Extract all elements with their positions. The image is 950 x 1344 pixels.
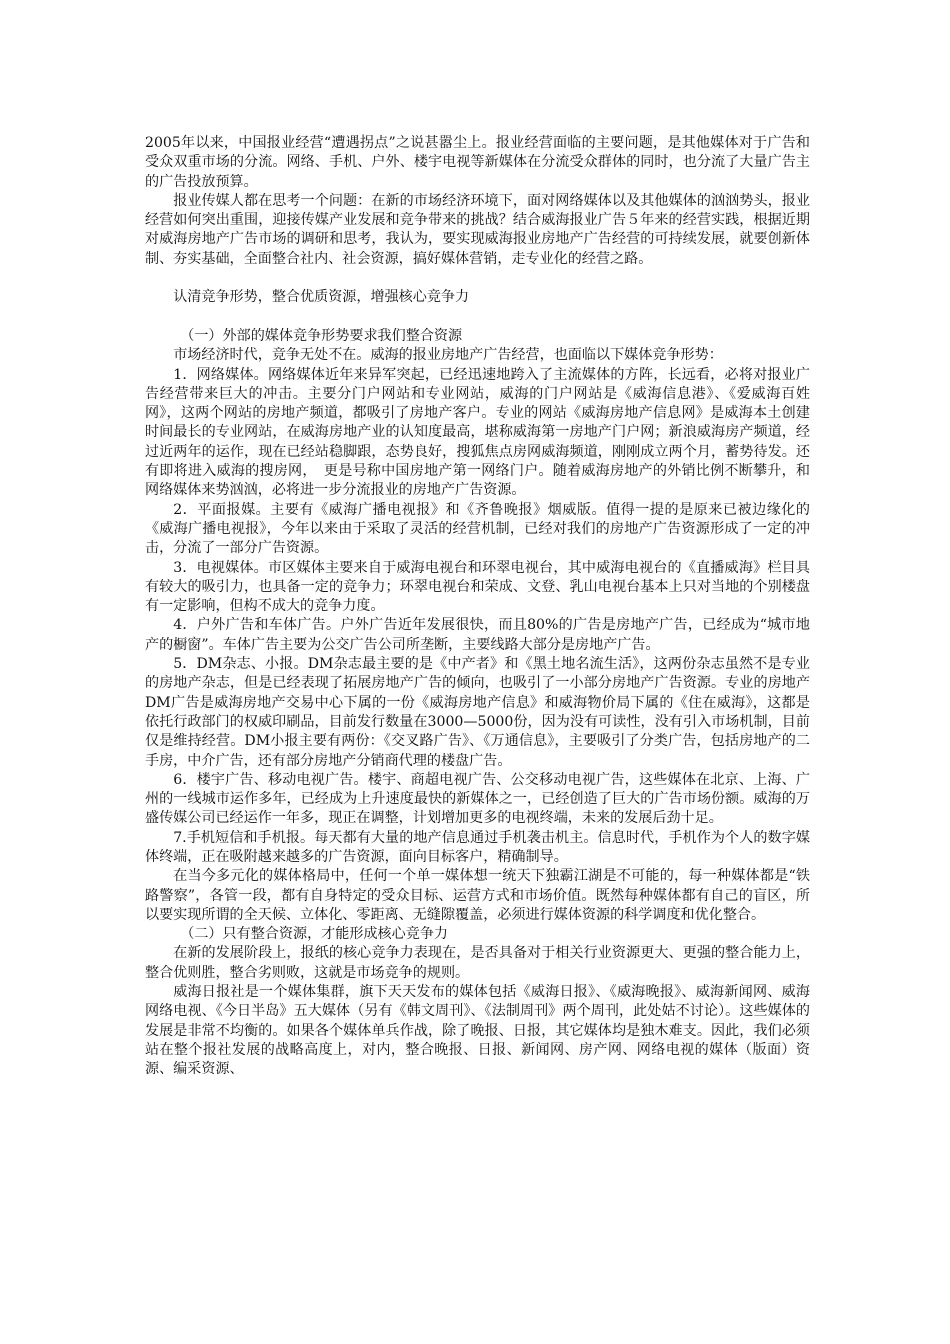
paragraph-intro: 2005年以来，中国报业经营“遭遇拐点”之说甚嚣尘上。报业经营面临的主要问题，是其他媒体对于广告和受众双重市场的分流。网络、手机、户外、楼宇电视等新媒体在分流受众群体的同时，也分流了大量广告主的广告投放预算。 <box>145 135 810 190</box>
list-item-dm-magazines: 5．DM杂志、小报。DM杂志最主要的是《中产者》和《黑土地名流生活》，这两份杂志虽然不是专业的房地产杂志，但是已经表现了拓展房地产广告的倾向，也吸引了一小部分房地产广告资源。专业的房地产DM广告是威海房地产交易中心下属的一份《威海房地产信息》和威海物价局下属的《住在威海》，这都是依托行政部门的权威印刷品，目前发行数量在3000—5000份，因为没有可读性，没有引入市场机制，目前仅是维持经营。DM小报主要有两份：《交叉路广告》、《万通信息》，主要吸引了分类广告，包括房地产的二手房，中介广告，还有部分房地产分销商代理的楼盘广告。 <box>145 656 810 769</box>
subsection-heading-1: （一）外部的媒体竞争形势要求我们整合资源 <box>180 327 463 344</box>
paragraph-media-cluster: 威海日报社是一个媒体集群，旗下天天发布的媒体包括《威海日报》、《威海晚报》、威海新闻网、威海网络电视、《今日半岛》五大媒体（另有《韩文周刊》、《法制周刊》两个周刊，此处姑不讨论）。这些媒体的发展是非常不均衡的。如果各个媒体单兵作战，除了晚报、日报，其它媒体均是独木难支。因此，我们必须站在整个报社发展的战略高度上，对内，整合晚报、日报、新闻网、房产网、网络电视的媒体（版面）资源、编采资源、 <box>145 984 810 1078</box>
list-item-outdoor-ads: 4．户外广告和车体广告。户外广告近年发展很快，而且80%的广告是房地产广告，已经成为“城市地产的橱窗”。车体广告主要为公交广告公司所垄断，主要线路大部分是房地产广告。 <box>145 617 810 653</box>
list-item-mobile-sms: 7.手机短信和手机报。每天都有大量的地产信息通过手机袭击机主。信息时代，手机作为个人的数字媒体终端，正在吸附越来越多的广告资源，面向目标客户，精确制导。 <box>145 829 810 865</box>
paragraph-competition: 市场经济时代，竞争无处不在。威海的报业房地产广告经营，也面临以下媒体竞争形势： <box>173 347 723 364</box>
section-heading: 认清竞争形势，整合优质资源，增强核心竞争力 <box>173 289 470 306</box>
list-item-network-media: 1．网络媒体。网络媒体近年来异军突起，已经迅速地跨入了主流媒体的方阵，长远看，必将对报业广告经营带来巨大的冲击。主要分门户网站和专业网站，威海的门户网站是《威海信息港》、《爱威海百姓网》，这两个网站的房地产频道，都吸引了房地产客户。专业的网站《威海房地产信息网》是威海本土创建时间最长的专业网站，在威海房地产业的认知度最高，堪称威海第一房地产门户网；新浪威海房产频道，经过近两年的运作，现在已经站稳脚跟，态势良好，搜狐焦点房网威海频道，刚刚成立两个月，蓄势待发。还有即将进入威海的搜房网， 更是号称中国房地产第一网络门户。随着威海房地产的外销比例不断攀升，和网络媒体来势汹汹，必将进一步分流报业的房地产广告资源。 <box>145 366 810 499</box>
list-item-print-media: 2．平面报媒。主要有《威海广播电视报》和《齐鲁晚报》烟威版。值得一提的是原来已被边缘化的《威海广播电视报》，今年以来由于采取了灵活的经营机制，已经对我们的房地产广告资源形成了一定的冲击，分流了一部分广告资源。 <box>145 501 810 557</box>
paragraph-thinking: 报业传媒人都在思考一个问题：在新的市场经济环境下，面对网络媒体以及其他媒体的汹汹势头，报业经营如何突出重围，迎接传媒产业发展和竞争带来的挑战？结合威海报业广告５年来的经营实践，根据近期对威海房地产广告市场的调研和思考，我认为，要实现威海报业房地产广告经营的可持续发展，就要创新体制、夯实基础，全面整合社内、社会资源，搞好媒体营销，走专业化的经营之路。 <box>145 192 810 267</box>
document-body <box>145 134 810 1080</box>
paragraph-core-competence: 在新的发展阶段上，报纸的核心竞争力表现在，是否具备对于相关行业资源更大、更强的整合能力上，整合优则胜，整合劣则败，这就是市场竞争的规则。 <box>145 945 810 981</box>
list-item-building-ads: 6．楼宇广告、移动电视广告。楼宇、商超电视广告、公交移动电视广告，这些媒体在北京、上海、广州的一线城市运作多年，已经成为上升速度最快的新媒体之一，已经创造了巨大的广告市场份额。威海的万盛传媒公司已经运作一年多，现正在调整，计划增加更多的电视终端，未来的发展后劲十足。 <box>145 771 810 827</box>
list-item-tv-media: 3．电视媒体。市区媒体主要来自于威海电视台和环翠电视台，其中威海电视台的《直播威海》栏目具有较大的吸引力，也具备一定的竞争力；环翠电视台和荣成、文登、乳山电视台基本上只对当地的个别楼盘有一定影响，但构不成大的竞争力度。 <box>145 559 810 615</box>
subsection-heading-2: （二）只有整合资源，才能形成核心竞争力 <box>180 926 449 943</box>
paragraph-media-landscape: 在当今多元化的媒体格局中，任何一个单一媒体想一统天下独霸江湖是不可能的，每一种媒体都是“铁路警察”，各管一段，都有自身特定的受众目标、运营方式和市场价值。既然每种媒体都有自己的盲区，所以要实现所谓的全天候、立体化、零距离、无缝隙覆盖，必须进行媒体资源的科学调度和优化整合。 <box>145 868 810 923</box>
